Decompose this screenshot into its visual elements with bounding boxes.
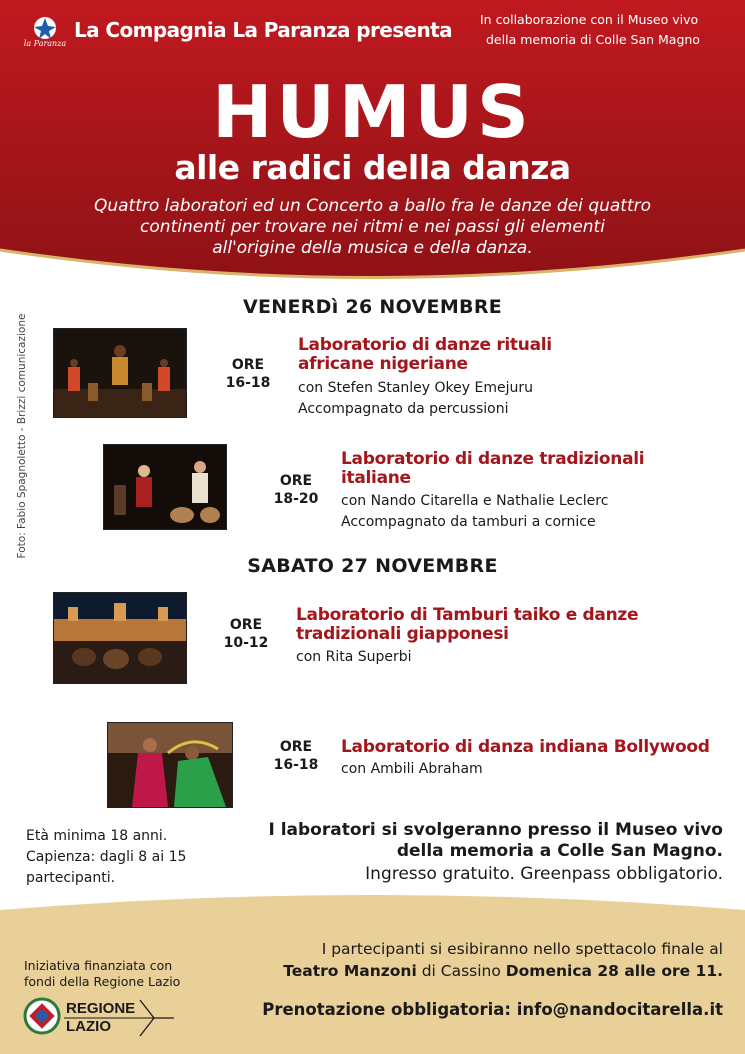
day-heading-saturday: SABATO 27 NOVEMBRE	[247, 555, 498, 577]
photo-italian-dance	[103, 444, 227, 530]
workshop-title-line-1: Laboratorio di danza indiana Bollywood	[341, 737, 710, 757]
time-block-4	[266, 738, 326, 774]
event-title: HUMUS	[212, 70, 533, 154]
workshop-title-line-2: italiane	[341, 468, 411, 488]
workshop-details-3	[296, 647, 412, 668]
venue-info	[223, 820, 723, 862]
final-mid: di Cassino	[416, 962, 506, 980]
workshop-title-1	[298, 336, 552, 374]
time-block-1	[218, 356, 278, 392]
la-paranza-logo	[22, 14, 68, 48]
workshop-title-line-2: africane nigeriane	[298, 354, 468, 374]
logo-text: la Paranza	[23, 39, 67, 48]
venue-line-1: I laboratori si svolgeranno presso il Museo vivo	[268, 820, 723, 840]
collab-line-2: della memoria di Colle San Magno	[486, 32, 700, 47]
time-range: 16-18	[225, 375, 271, 391]
final-teatro: Teatro Manzoni	[283, 962, 417, 980]
time-range: 16-18	[273, 757, 319, 773]
final-show-info	[203, 938, 723, 982]
time-range: 18-20	[273, 491, 319, 507]
workshop-teacher: con Stefen Stanley Okey Emejuru	[298, 380, 533, 396]
workshop-teacher: con Nando Citarella e Nathalie Leclerc	[341, 493, 609, 509]
workshop-details-1	[298, 378, 533, 420]
lazio-text: LAZIO	[66, 1018, 111, 1035]
workshop-teacher: con Rita Superbi	[296, 649, 412, 665]
presenter-text: La Compagnia La Paranza presenta	[74, 18, 452, 42]
workshop-title-4	[341, 738, 710, 757]
ore-label: ORE	[279, 473, 313, 489]
intro-line-1: Quattro laboratori ed un Concerto a ballo fra le danze dei quattro	[93, 196, 652, 216]
final-line-2	[203, 960, 723, 982]
photo-taiko-drums	[53, 592, 187, 684]
photo-credit: Foto: Fabio Spagnoletto - Brizzi comunicazione	[16, 313, 28, 559]
age-line-2: Capienza: dagli 8 ai 15	[26, 849, 187, 865]
ore-label: ORE	[279, 739, 313, 755]
age-line-1: Età minima 18 anni.	[26, 828, 168, 844]
workshop-title-2	[341, 450, 644, 488]
workshop-title-3	[296, 606, 638, 644]
final-date: Domenica 28 alle ore 11.	[505, 962, 723, 980]
venue-line-2: della memoria a Colle San Magno.	[396, 841, 723, 861]
time-range: 10-12	[223, 635, 269, 651]
ore-label: ORE	[229, 617, 263, 633]
workshop-details-2	[341, 491, 608, 533]
funding-line-2: fondi della Regione Lazio	[24, 974, 181, 989]
photo-bollywood-dance	[107, 722, 233, 808]
time-block-3	[216, 616, 276, 652]
photo-african-dance	[53, 328, 187, 418]
entrance-info: Ingresso gratuito. Greenpass obbligatorio.	[365, 864, 723, 884]
collab-line-1: In collaborazione con il Museo vivo	[480, 12, 699, 27]
intro-line-3: all'origine della musica e della danza.	[212, 238, 533, 258]
workshop-teacher: con Ambili Abraham	[341, 761, 483, 777]
age-line-3: partecipanti.	[26, 870, 116, 886]
intro-text	[50, 196, 695, 259]
workshop-details-4	[341, 759, 483, 780]
regione-text: REGIONE	[66, 1000, 136, 1017]
day-heading-friday: VENERDì 26 NOVEMBRE	[242, 296, 503, 318]
workshop-title-line-1: Laboratorio di Tamburi taiko e danze	[296, 605, 639, 625]
funding-info	[24, 958, 180, 990]
workshop-title-line-2: tradizionali giapponesi	[296, 624, 509, 644]
workshop-accompaniment: Accompagnato da percussioni	[298, 401, 509, 417]
regione-lazio-logo	[22, 994, 182, 1038]
booking-info: Prenotazione obbligatoria: info@nandocitarella.it	[262, 1000, 723, 1019]
funding-line-1: Iniziativa finanziata con	[24, 958, 173, 973]
intro-line-2: continenti per trovare nei ritmi e nei passi gli elementi	[140, 217, 605, 237]
workshop-title-line-1: Laboratorio di danze rituali	[298, 335, 552, 355]
workshop-title-line-1: Laboratorio di danze tradizionali	[341, 449, 645, 469]
event-subtitle: alle radici della danza	[174, 148, 571, 187]
time-block-2	[266, 472, 326, 508]
ore-label: ORE	[231, 357, 265, 373]
workshop-accompaniment: Accompagnato da tamburi a cornice	[341, 514, 596, 530]
collaboration-text	[480, 10, 730, 50]
final-line-1: I partecipanti si esibiranno nello spettacolo finale al	[321, 940, 723, 958]
